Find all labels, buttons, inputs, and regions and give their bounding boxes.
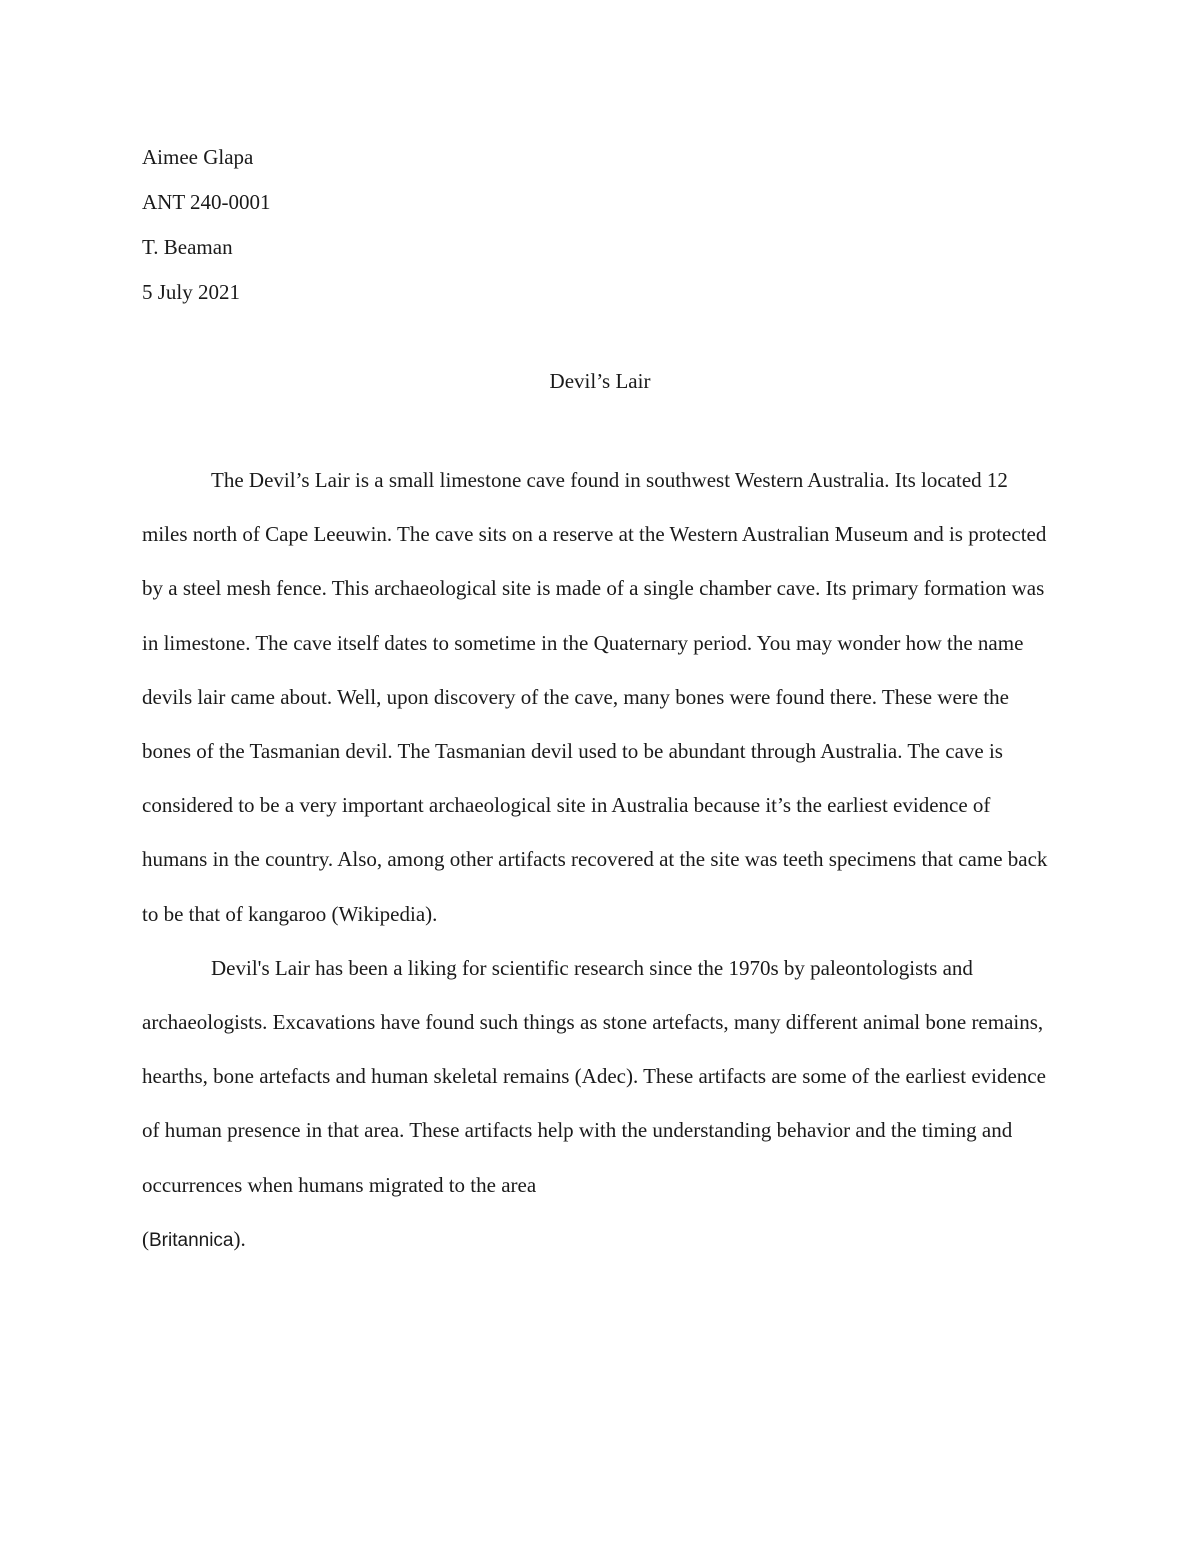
paragraph-2 — [142, 941, 1058, 1268]
citation-britannica: Britannica — [149, 1229, 234, 1251]
paragraph-2-text: Devil's Lair has been a liking for scientific research since the 1970s by paleontologists and archaeologists. Excavations have found such things as stone artefacts, many different animal bone remains, hearths, bone artefacts and human skeletal remains (Adec). These artifacts are some of the earliest evidence of human presence in that area. These artifacts help with the understanding behavior and the timing and occurrences when humans migrated to the area — [142, 955, 1046, 1197]
instructor-name: T. Beaman — [142, 235, 233, 259]
course-code: ANT 240-0001 — [142, 190, 271, 214]
document-body — [142, 453, 1058, 1268]
submission-date: 5 July 2021 — [142, 280, 241, 304]
paragraph-1: The Devil’s Lair is a small limestone cave found in southwest Western Australia. Its located 12 miles north of Cape Leeuwin. The cave sits on a reserve at the Western Australian Museum and is protected by a steel mesh fence. This archaeological site is made of a single chamber cave. Its primary formation was in limestone. The cave itself dates to sometime in the Quaternary period. You may wonder how the name devils lair came about. Well, upon discovery of the cave, many bones were found there. These were the bones of the Tasmanian devil. The Tasmanian devil used to be abundant through Australia. The cave is considered to be a very important archaeological site in Australia because it’s the earliest evidence of humans in the country. Also, among other artifacts recovered at the site was teeth specimens that came back to be that of kangaroo (Wikipedia). — [142, 468, 1048, 926]
paragraph-2-open-paren: ( — [142, 1226, 149, 1251]
author-name: Aimee Glapa — [142, 145, 254, 169]
heading-block — [142, 140, 271, 320]
paragraph-2-close: ). — [233, 1226, 246, 1251]
document-title: Devil’s Lair — [549, 369, 651, 393]
